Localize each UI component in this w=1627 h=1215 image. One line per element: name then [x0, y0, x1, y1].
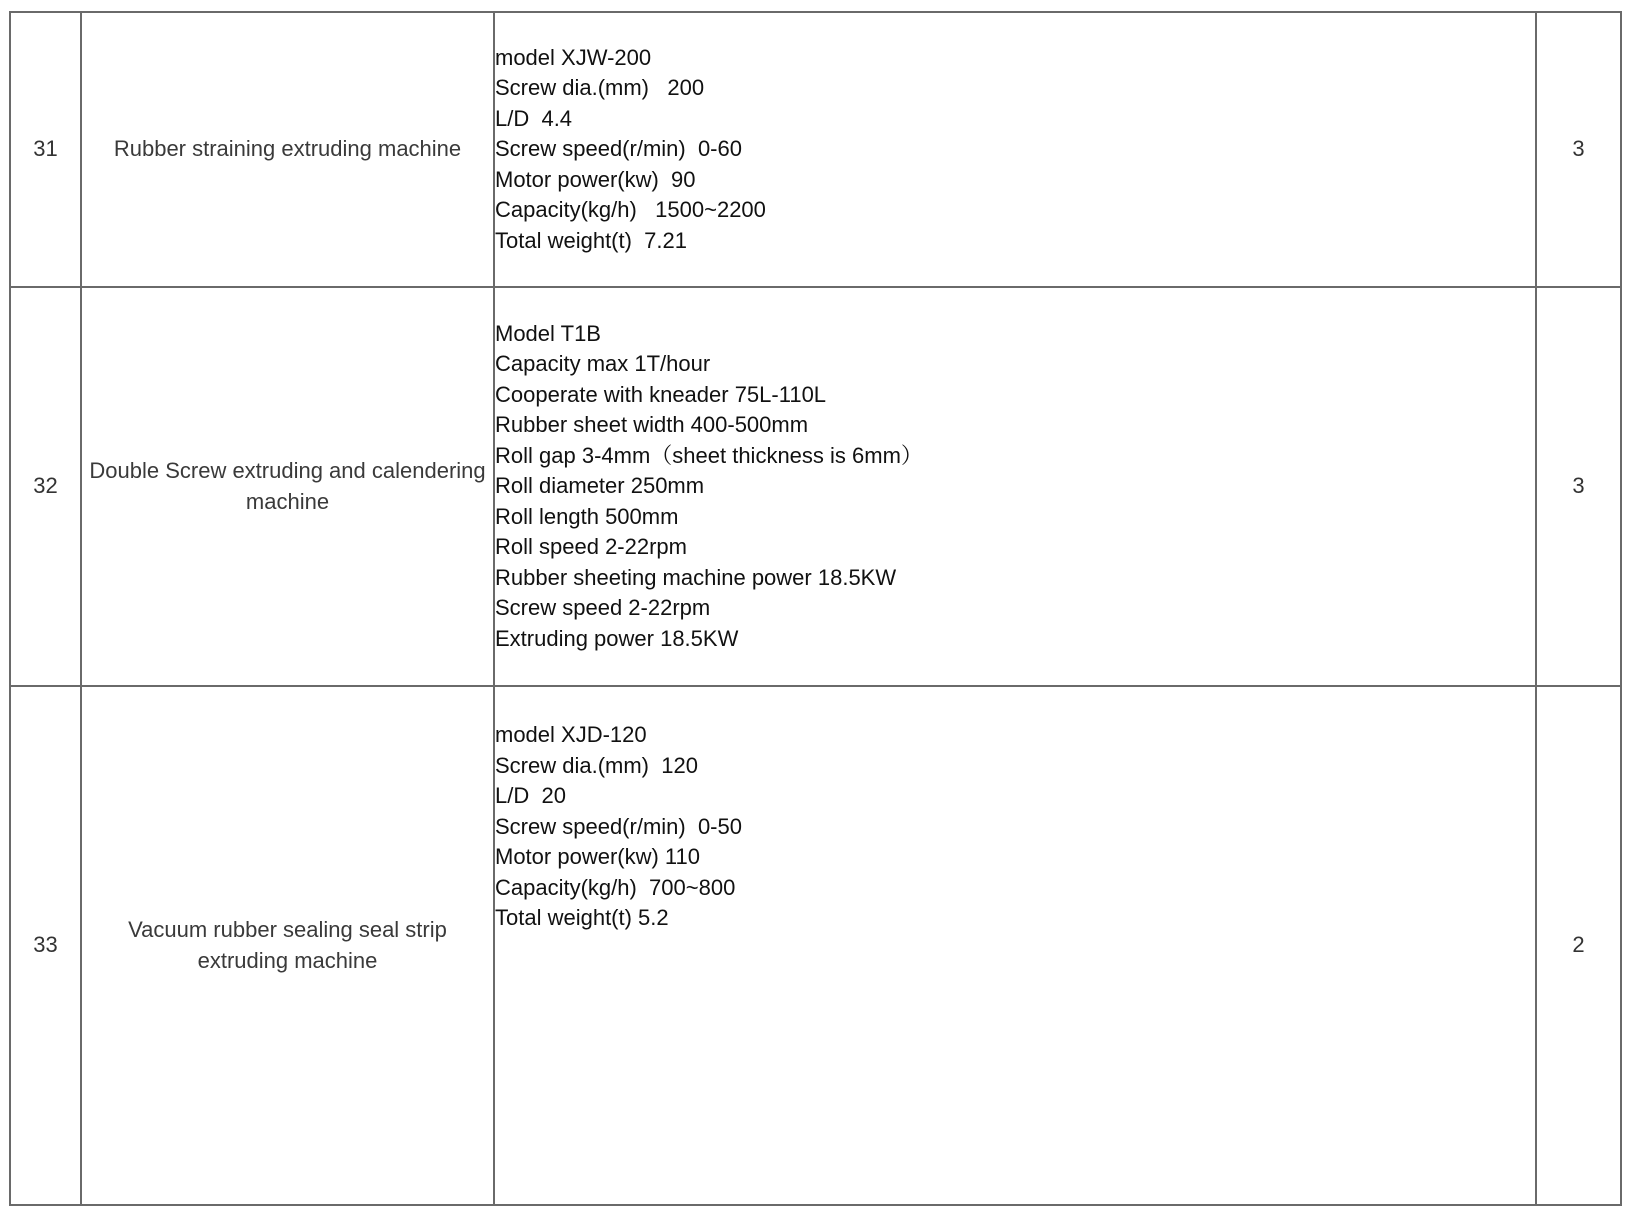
equipment-table — [9, 11, 1622, 1206]
spec-line: Roll speed 2-22rpm — [495, 534, 687, 560]
spec-cell — [494, 287, 1536, 686]
machine-name: Rubber straining extruding machine — [81, 12, 494, 287]
spec-line: Extruding power 18.5KW — [495, 625, 739, 651]
spec-line: Cooperate with kneader 75L-110L — [495, 381, 827, 407]
quantity: 3 — [1536, 12, 1621, 287]
spec-line: Roll diameter 250mm — [495, 473, 705, 499]
quantity: 3 — [1536, 287, 1621, 686]
spec-line: Total weight(t) 7.21 — [495, 227, 687, 253]
table-row — [10, 686, 1621, 1205]
spec-line: Model T1B — [495, 320, 601, 346]
spec-line: Screw dia.(mm) 120 — [495, 752, 698, 778]
item-number: 31 — [10, 12, 81, 287]
spec-cell — [494, 686, 1536, 1205]
item-number: 32 — [10, 287, 81, 686]
spec-line: Screw speed(r/min) 0-60 — [495, 136, 742, 162]
spec-cell — [494, 12, 1536, 287]
spec-line: L/D 4.4 — [495, 105, 573, 131]
spec-line: Rubber sheet width 400-500mm — [495, 412, 809, 438]
spec-line: Roll length 500mm — [495, 503, 679, 529]
machine-name: Vacuum rubber sealing seal strip extruding machine — [81, 686, 494, 1205]
machine-name: Double Screw extruding and calendering machine — [81, 287, 494, 686]
spec-line: L/D 20 — [495, 783, 566, 808]
spec-line: Motor power(kw) 90 — [495, 166, 696, 192]
spec-line: Screw dia.(mm) 200 — [495, 75, 705, 101]
spec-line: Motor power(kw) 110 — [495, 844, 700, 869]
spec-line: Screw speed 2-22rpm — [495, 595, 711, 621]
spec-line: Screw speed(r/min) 0-50 — [495, 813, 742, 839]
spec-line: Capacity(kg/h) 700~800 — [495, 874, 736, 900]
spec-line: Capacity max 1T/hour — [495, 351, 711, 377]
table-row — [10, 287, 1621, 686]
item-number: 33 — [10, 686, 81, 1205]
spec-line: Total weight(t) 5.2 — [495, 905, 669, 930]
spec-line: Roll gap 3-4mm（sheet thickness is 6mm） — [495, 442, 923, 468]
spec-line: model XJD-120 — [495, 722, 647, 747]
table-row — [10, 12, 1621, 287]
spec-line: Rubber sheeting machine power 18.5KW — [495, 564, 897, 590]
spec-line: model XJW-200 — [495, 44, 652, 70]
quantity: 2 — [1536, 686, 1621, 1205]
spec-line: Capacity(kg/h) 1500~2200 — [495, 197, 766, 223]
